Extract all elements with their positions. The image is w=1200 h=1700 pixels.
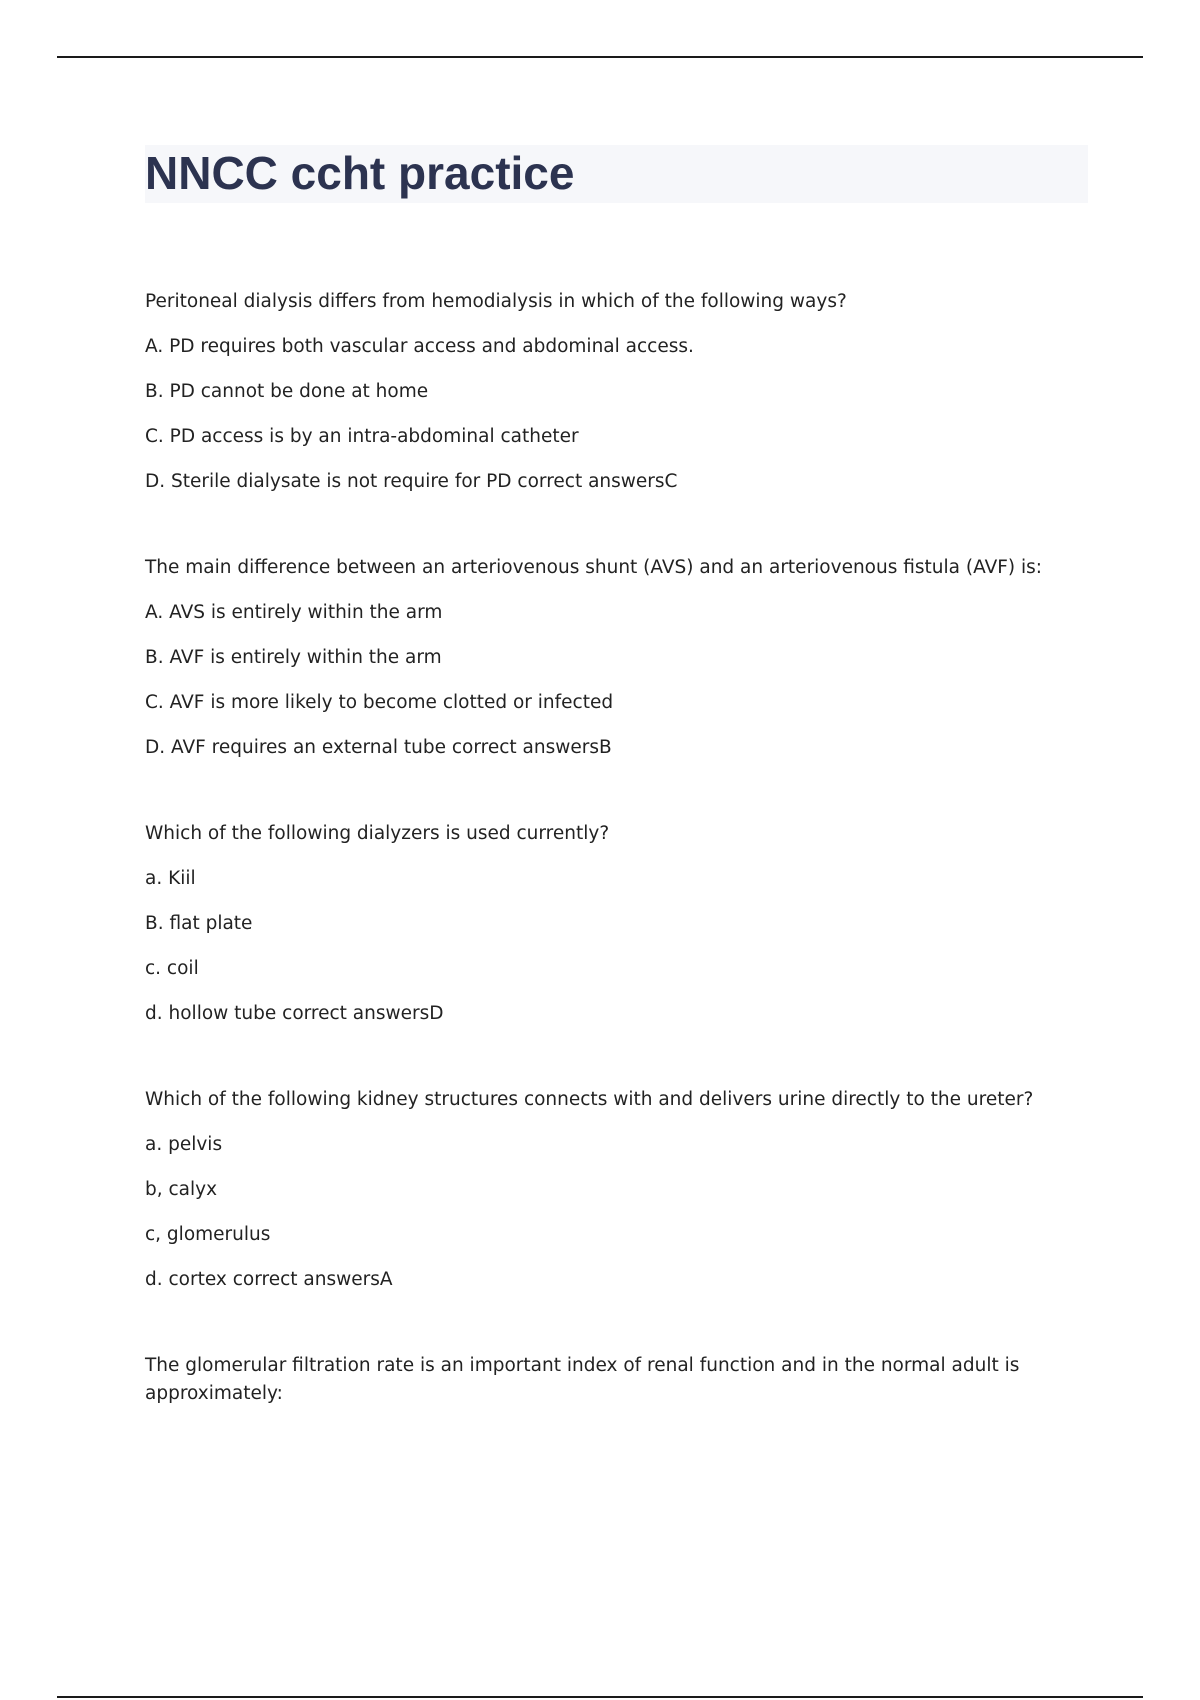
bottom-rule	[57, 1696, 1143, 1698]
answer-option: c. coil	[145, 958, 199, 979]
question-text: The main difference between an arteriovenous shunt (AVS) and an arteriovenous fistula (AVF) is:	[145, 557, 1042, 578]
question-5	[145, 1352, 1065, 1408]
answer-option: b, calyx	[145, 1179, 218, 1200]
question-1	[145, 288, 1065, 496]
answer-option: A. PD requires both vascular access and abdominal access.	[145, 336, 694, 357]
question-text: Which of the following dialyzers is used currently?	[145, 823, 610, 844]
answer-option: B. flat plate	[145, 913, 253, 934]
answer-option: a. Kiil	[145, 868, 196, 889]
answer-option: D. AVF requires an external tube correct answersB	[145, 737, 612, 758]
question-2	[145, 554, 1065, 762]
answer-option: d. hollow tube correct answersD	[145, 1003, 444, 1024]
question-3	[145, 820, 1065, 1028]
question-text: Which of the following kidney structures connects with and delivers urine directly to the ureter?	[145, 1089, 1034, 1110]
answer-option: a. pelvis	[145, 1134, 223, 1155]
question-text: The glomerular filtration rate is an important index of renal function and in the normal adult is approximately:	[145, 1355, 1020, 1404]
answer-option: B. PD cannot be done at home	[145, 381, 429, 402]
answer-option: C. AVF is more likely to become clotted or infected	[145, 692, 614, 713]
question-list	[145, 288, 1065, 1466]
answer-option: D. Sterile dialysate is not require for PD correct answersC	[145, 471, 678, 492]
top-rule	[57, 56, 1143, 58]
question-text: Peritoneal dialysis differs from hemodialysis in which of the following ways?	[145, 291, 847, 312]
answer-option: c, glomerulus	[145, 1224, 271, 1245]
answer-option: B. AVF is entirely within the arm	[145, 647, 442, 668]
page-title: NNCC ccht practice	[145, 147, 575, 199]
question-4	[145, 1086, 1065, 1294]
answer-option: d. cortex correct answersA	[145, 1269, 393, 1290]
answer-option: C. PD access is by an intra-abdominal catheter	[145, 426, 579, 447]
answer-option: A. AVS is entirely within the arm	[145, 602, 443, 623]
